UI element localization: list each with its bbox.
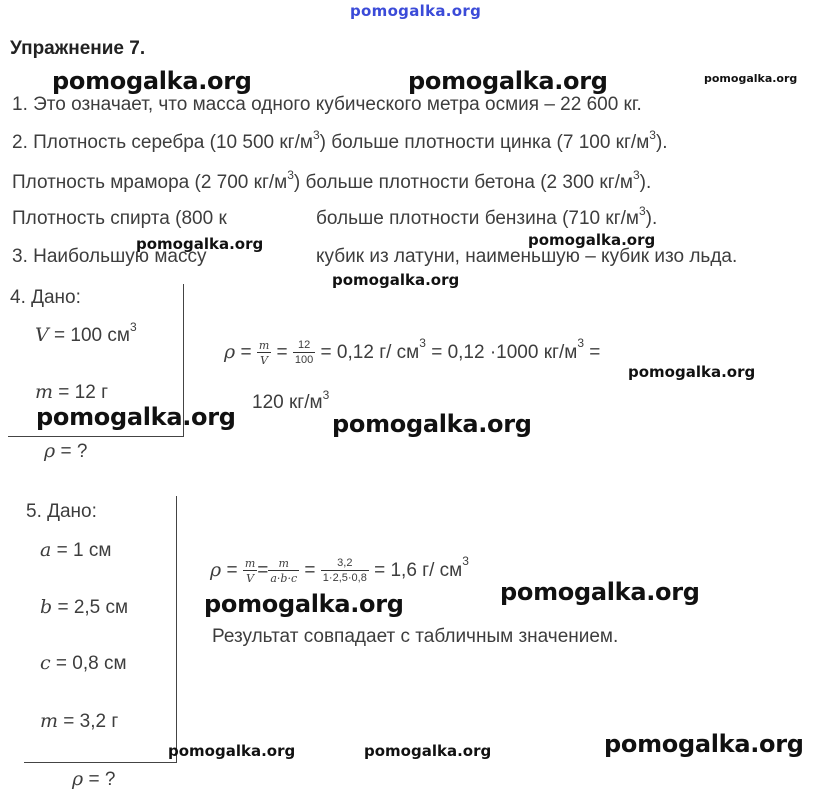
exercise-title: Упражнение 7. [10, 38, 146, 59]
watermark-5: pomogalka.org [528, 231, 656, 249]
task4-f2-num: 12 [293, 340, 315, 353]
watermark-7: pomogalka.org [628, 363, 756, 381]
task4-m-var: m [35, 381, 54, 403]
answer-line-5b: кубик из латуни, наименьшую – кубик изо льда. [316, 246, 738, 267]
task4-find [44, 440, 87, 463]
answer-line-2 [12, 128, 668, 154]
task5-f1-num: m [244, 557, 256, 570]
task5-fraction-2 [268, 558, 299, 584]
task4-f2-den: 100 [294, 354, 314, 366]
task5-formula [210, 554, 469, 585]
task4-volume [35, 320, 137, 347]
task5-f3-num: 3,2 [321, 558, 369, 571]
task5-f2-num: m [268, 558, 299, 571]
task5-a [40, 539, 111, 562]
task5-a-var: a [40, 539, 52, 561]
watermark-11: pomogalka.org [500, 578, 700, 606]
task5-conclusion: Результат совпадает с табличным значением. [212, 626, 619, 647]
line2-part-a: 2. Плотность серебра (10 500 кг/м [12, 132, 313, 153]
line4-part-c: ). [645, 208, 658, 229]
task4-result-line [252, 388, 330, 414]
task5-fraction-1 [243, 558, 257, 584]
answer-line-4b [316, 204, 658, 230]
line2-part-c: ). [655, 132, 668, 153]
task4-eq-1: = [235, 342, 257, 364]
task4-sup-1: 3 [419, 336, 426, 350]
task4-v-sup: 3 [129, 320, 137, 334]
watermark-top: pomogalka.org [350, 2, 482, 20]
task4-result-4: 120 кг/м [252, 392, 323, 413]
watermark-1: pomogalka.org [52, 67, 252, 95]
task4-result-3: = [584, 342, 601, 364]
watermark-3: pomogalka.org [704, 72, 798, 85]
task5-eq-1: = [221, 560, 243, 582]
line3-part-b: ) больше плотности бетона (2 300 кг/м [293, 172, 633, 193]
task5-result: = 1,6 г/ см [368, 560, 463, 582]
task5-a-val: = 1 см [51, 540, 112, 561]
task4-result-2: = 0,12 ·1000 кг/м [425, 342, 578, 364]
task5-m-val: = 3,2 г [58, 711, 119, 732]
task4-rho-find: ρ [44, 440, 56, 462]
line2-sup-2: 3 [649, 128, 656, 142]
task4-fraction-1 [257, 340, 271, 366]
task5-eq-2: = [257, 560, 269, 582]
task4-find-tail: = ? [55, 441, 88, 462]
task5-find [72, 768, 115, 791]
task5-rho: ρ [210, 559, 222, 582]
task4-sup-3: 3 [322, 388, 330, 402]
task4-sup-2: 3 [577, 336, 584, 350]
line3-sup-2: 3 [632, 168, 640, 182]
line3-sup-1: 3 [287, 168, 294, 182]
task4-rho: ρ [224, 341, 236, 364]
task4-f1-den: V [260, 354, 269, 367]
task5-c-var: c [40, 652, 51, 674]
watermark-4: pomogalka.org [136, 235, 264, 253]
task5-horizontal-rule [24, 762, 177, 763]
answer-line-4a: Плотность спирта (800 к [12, 208, 227, 229]
task4-eq-2: = [271, 342, 293, 364]
task4-fraction-2 [293, 340, 315, 366]
task4-v-var: V [35, 324, 49, 346]
watermark-13: pomogalka.org [364, 742, 492, 760]
task5-b [40, 596, 128, 619]
watermark-9: pomogalka.org [332, 410, 532, 438]
task5-vertical-rule [176, 496, 177, 762]
task5-b-var: b [40, 596, 53, 618]
line2-sup-1: 3 [312, 128, 320, 142]
task4-m-val: = 12 г [53, 382, 109, 403]
watermark-6: pomogalka.org [332, 271, 460, 289]
line3-part-c: ). [639, 172, 652, 193]
watermark-14: pomogalka.org [604, 730, 804, 758]
task5-c-val: = 0,8 см [50, 653, 127, 674]
task5-b-val: = 2,5 см [52, 597, 129, 618]
watermark-8: pomogalka.org [36, 403, 236, 431]
answer-line-5a: 3. Наибольшую массу [12, 246, 207, 267]
line3-part-a: Плотность мрамора (2 700 кг/м [12, 172, 288, 193]
answer-line-3 [12, 168, 652, 194]
task5-f3-den: 1·2,5·0,8 [322, 572, 367, 584]
task5-find-tail: = ? [83, 769, 116, 790]
task4-v-val: = 100 см [48, 325, 130, 346]
task4-result-1: = 0,12 г/ см [315, 342, 420, 364]
watermark-12: pomogalka.org [168, 742, 296, 760]
task5-fraction-3 [321, 558, 369, 584]
task5-sup: 3 [462, 554, 469, 568]
watermark-2: pomogalka.org [408, 67, 608, 95]
task5-given: 5. Дано: [26, 501, 97, 522]
task4-formula [224, 336, 601, 367]
line4-part-b: больше плотности бензина (710 кг/м [316, 208, 639, 229]
task4-mass [35, 381, 108, 404]
task5-c [40, 652, 127, 675]
task5-eq-3: = [299, 560, 321, 582]
task4-f1-num: m [258, 339, 270, 352]
answer-line-1: 1. Это означает, что масса одного кубического метра осмия – 22 600 кг. [12, 94, 642, 115]
task4-given: 4. Дано: [10, 287, 81, 308]
line2-part-b: ) больше плотности цинка (7 100 кг/м [319, 132, 650, 153]
task5-m [40, 710, 118, 733]
task5-f2-den: a·b·c [270, 572, 298, 585]
task5-f1-den: V [246, 572, 255, 585]
line4-sup: 3 [638, 204, 646, 218]
watermark-10: pomogalka.org [204, 590, 404, 618]
task5-rho-find: ρ [72, 768, 84, 790]
task4-horizontal-rule [8, 436, 184, 437]
task5-m-var: m [40, 710, 59, 732]
